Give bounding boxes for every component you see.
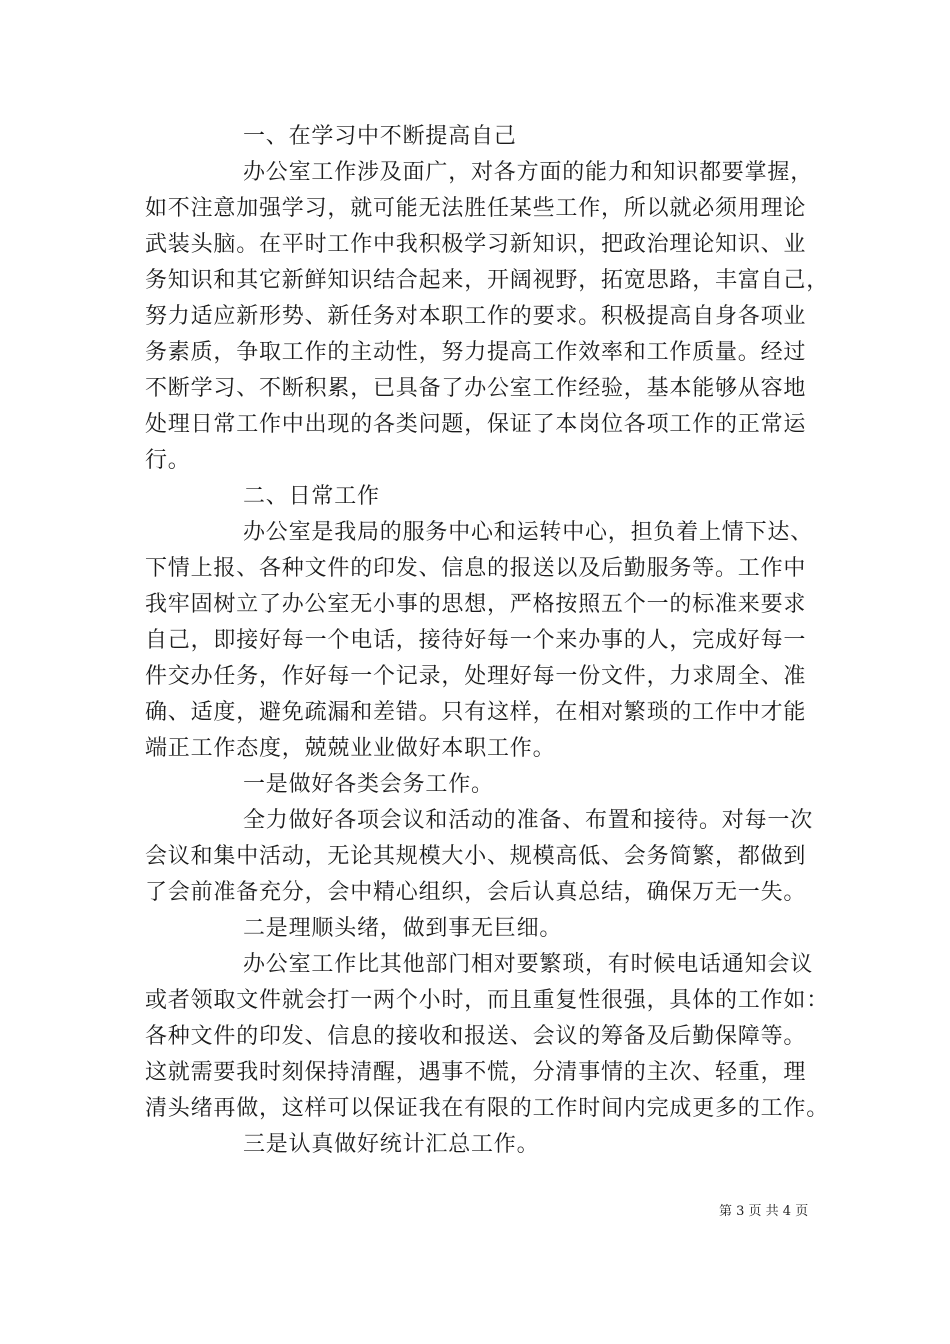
paragraph-line: 清头绪再做，这样可以保证我在有限的工作时间内完成更多的工作。 [145,1096,830,1121]
paragraph-line: 自己，即接好每一个电话，接待好每一个来办事的人，完成好每一 [145,628,807,653]
paragraph-line: 端正工作态度，兢兢业业做好本职工作。 [145,736,556,761]
paragraph-line: 处理日常工作中出现的各类问题，保证了本岗位各项工作的正常运 [145,412,807,437]
paragraph-line: 确、适度，避免疏漏和差错。只有这样，在相对繁琐的工作中才能 [145,700,807,725]
paragraph-line: 办公室是我局的服务中心和运转中心，担负着上情下达、 [243,520,814,545]
paragraph-line: 或者领取文件就会打一两个小时，而且重复性很强，具体的工作如： [145,988,830,1013]
section-heading-1: 一、在学习中不断提高自己 [243,124,517,149]
paragraph-line: 办公室工作比其他部门相对要繁琐，有时候电话通知会议 [243,952,814,977]
paragraph-line: 件交办任务，作好每一个记录，处理好每一份文件，力求周全、准 [145,664,807,689]
paragraph-line: 这就需要我时刻保持清醒，遇事不慌，分清事情的主次、轻重，理 [145,1060,807,1085]
paragraph-line: 如不注意加强学习，就可能无法胜任某些工作，所以就必须用理论 [145,196,807,221]
paragraph-line: 了会前准备充分，会中精心组织，会后认真总结，确保万无一失。 [145,880,807,905]
paragraph-line: 办公室工作涉及面广，对各方面的能力和知识都要掌握， [243,160,814,185]
subheading-3: 三是认真做好统计汇总工作。 [243,1132,540,1157]
paragraph-line: 会议和集中活动，无论其规模大小、规模高低、会务简繁，都做到 [145,844,807,869]
paragraph-line: 各种文件的印发、信息的接收和报送、会议的筹备及后勤保障等。 [145,1024,807,1049]
subheading-1: 一是做好各类会务工作。 [243,772,494,797]
paragraph-line: 下情上报、各种文件的印发、信息的报送以及后勤服务等。工作中 [145,556,807,581]
section-heading-2: 二、日常工作 [243,484,380,509]
paragraph-line: 不断学习、不断积累，已具备了办公室工作经验，基本能够从容地 [145,376,807,401]
subheading-2: 二是理顺头绪，做到事无巨细。 [243,916,563,941]
paragraph-line: 我牢固树立了办公室无小事的思想，严格按照五个一的标准来要求 [145,592,807,617]
paragraph-line: 务知识和其它新鲜知识结合起来，开阔视野，拓宽思路，丰富自己， [145,268,830,293]
paragraph-line: 努力适应新形势、新任务对本职工作的要求。积极提高自身各项业 [145,304,807,329]
paragraph-line: 务素质，争取工作的主动性，努力提高工作效率和工作质量。经过 [145,340,807,365]
paragraph-line: 武装头脑。在平时工作中我积极学习新知识，把政治理论知识、业 [145,232,807,257]
paragraph-line: 行。 [145,448,191,473]
paragraph-line: 全力做好各项会议和活动的准备、布置和接待。对每一次 [243,808,814,833]
page-number-footer: 第 3 页 共 4 页 [719,1204,809,1219]
